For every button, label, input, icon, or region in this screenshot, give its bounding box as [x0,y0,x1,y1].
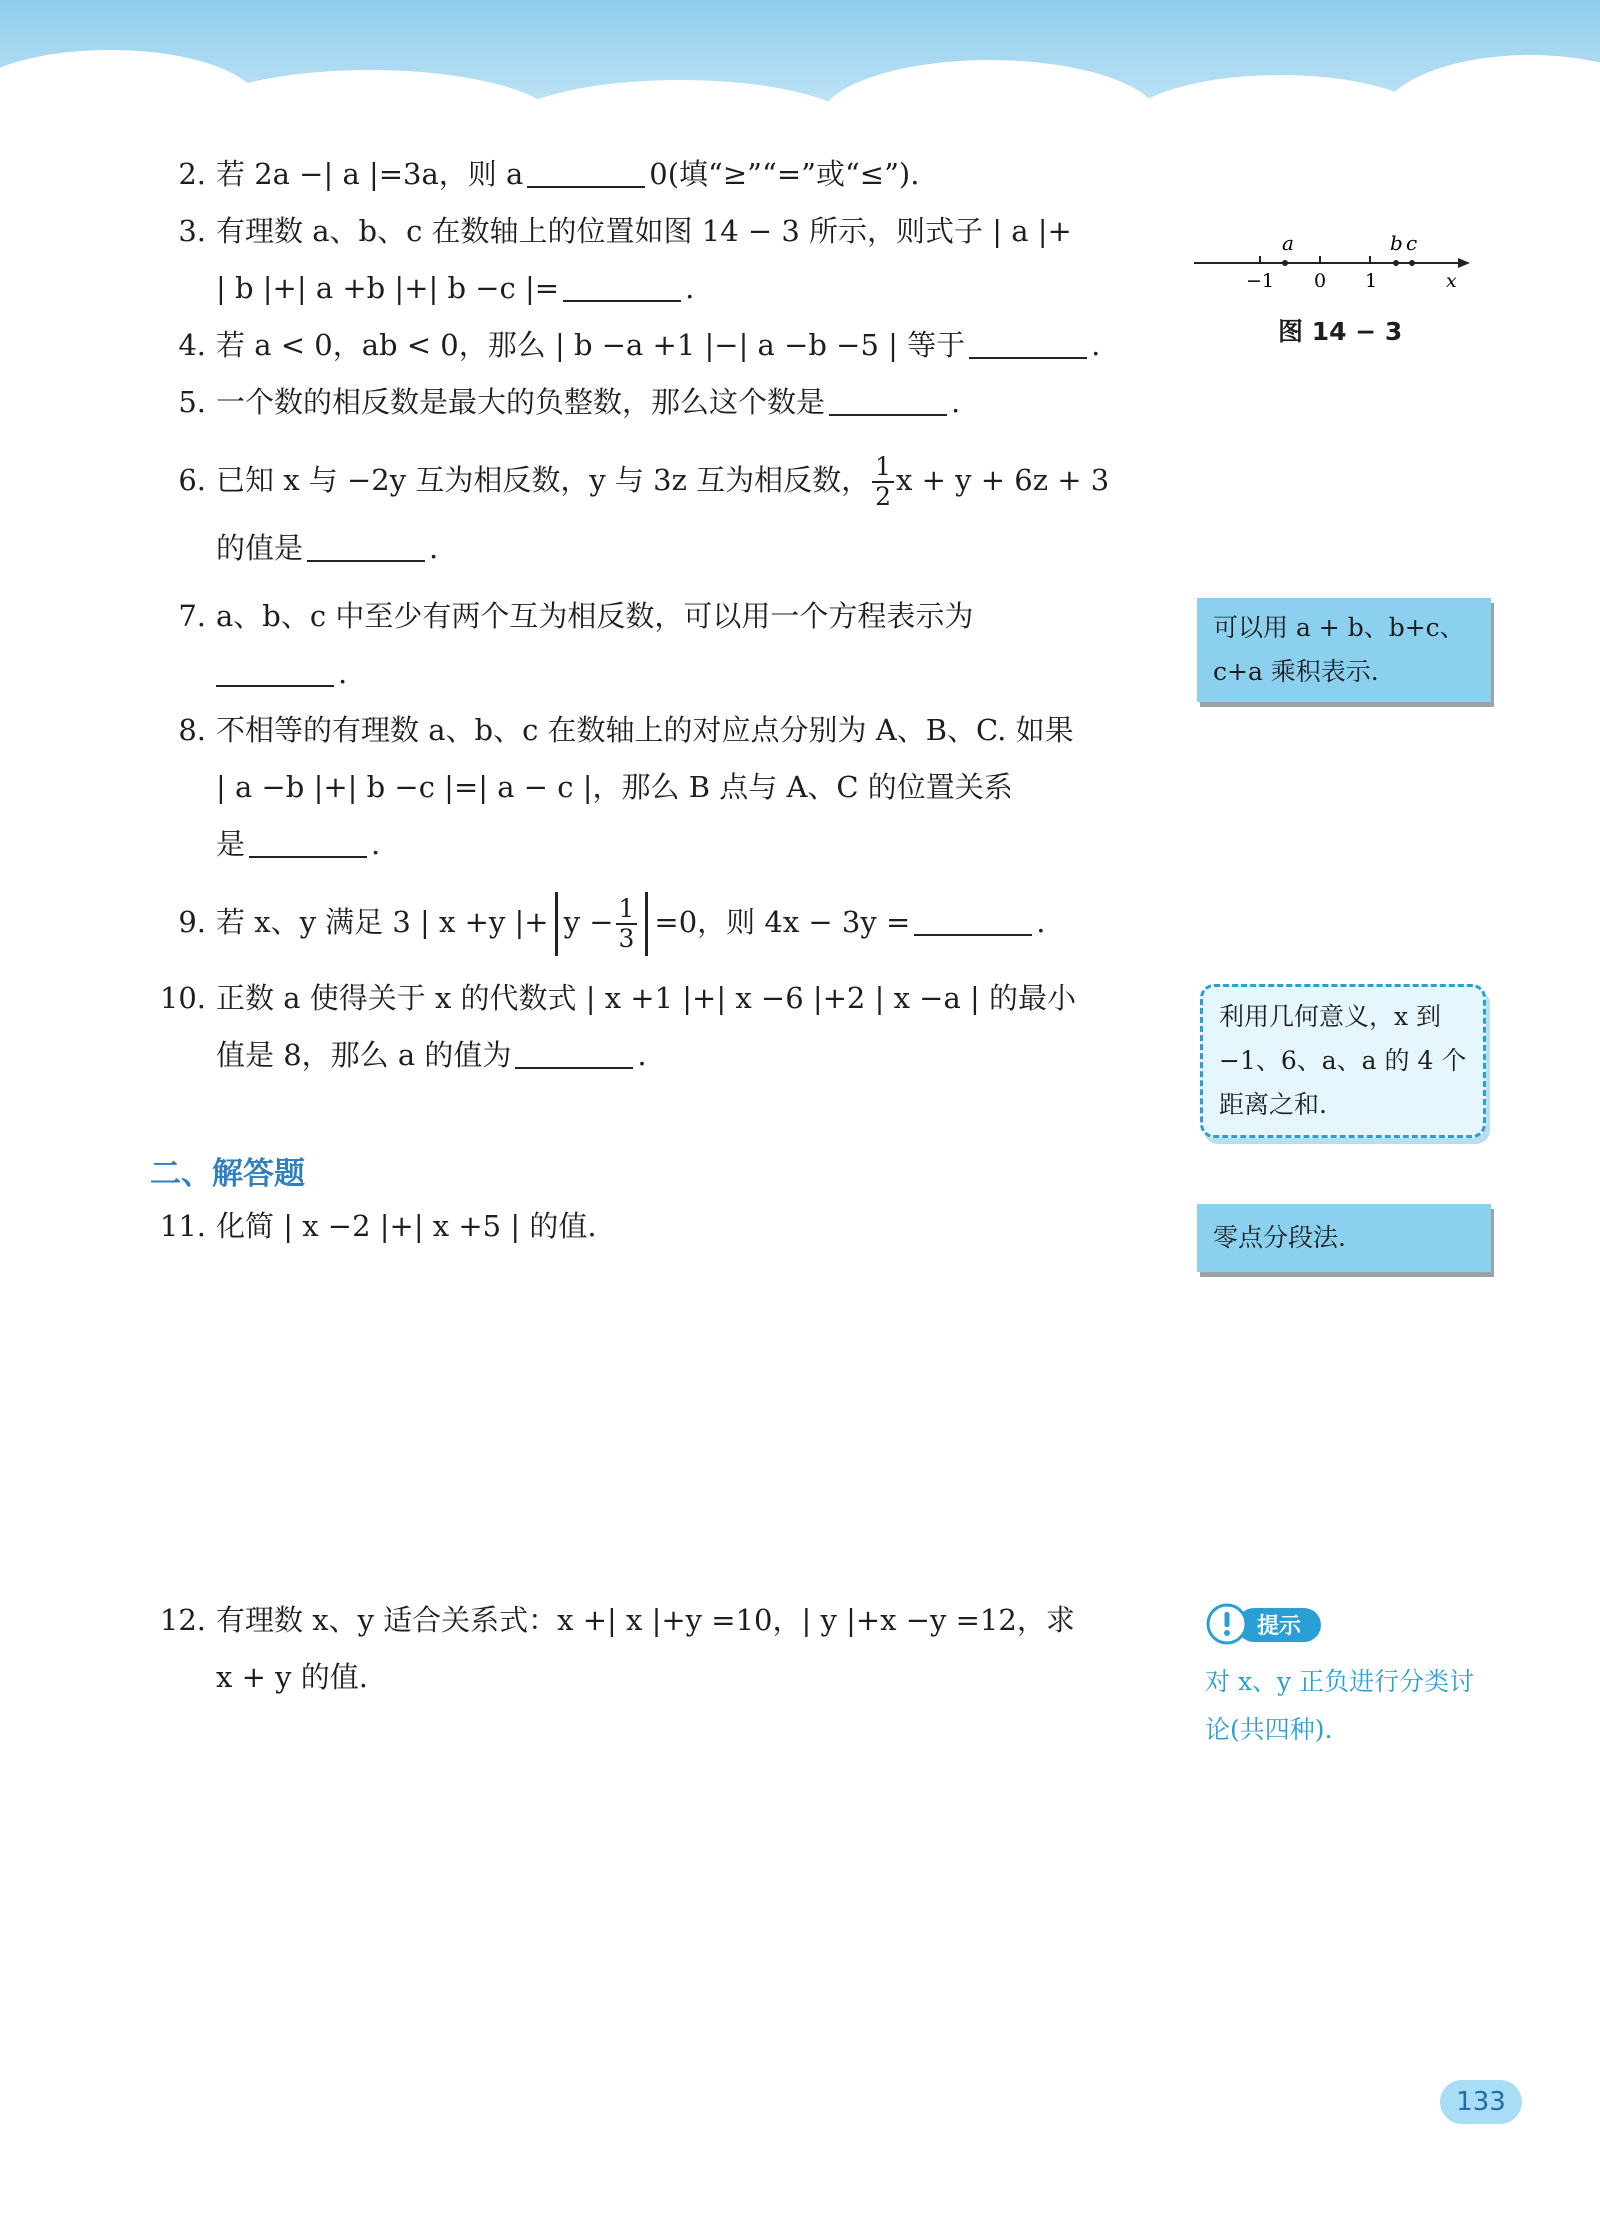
question-text: 若 2a −| a |=3a，则 a [216,157,524,191]
axis-arrow-icon [1458,258,1470,268]
hint-note-q7 [1197,598,1491,702]
hint-note-q10 [1200,984,1486,1138]
hint-badge-label: 提示 [1257,1614,1302,1639]
question-text: . [429,531,439,565]
point-b [1393,260,1399,266]
question-text: 若 a < 0，ab < 0，那么 | b −a +1 |−| a −b −5 | 等于 [216,328,966,362]
question-text: . [685,271,695,305]
label-b: b [1390,231,1403,255]
point-a [1282,260,1288,266]
question-text: x + y 的值. [216,1660,368,1694]
question-8 [150,702,1160,873]
question-number: 9. [178,905,206,939]
fraction-one-third [616,895,638,953]
question-text: . [637,1038,647,1072]
question-text: 正数 a 使得关于 x 的代数式 | x +1 |+| x −6 |+2 | x −a | 的最小 [216,981,1076,1015]
question-number: 3. [178,214,206,248]
question-5 [150,374,1160,431]
question-number: 7. [178,599,206,633]
answer-blank[interactable] [969,327,1087,359]
question-text: 值是 8，那么 a 的值为 [216,1038,512,1072]
fraction-one-half [872,453,894,511]
fraction-numerator: 1 [616,895,638,925]
answer-blank[interactable] [515,1037,633,1069]
label-one: 1 [1365,270,1378,292]
absolute-value-bar [645,892,648,956]
fraction-numerator: 1 [872,453,894,483]
label-zero: 0 [1314,270,1327,292]
question-text: 0(填“≥”“=”或“≤”). [649,157,920,191]
question-text: 不相等的有理数 a、b、c 在数轴上的对应点分别为 A、B、C. 如果 [216,713,1074,747]
question-text: =0，则 4x − 3y = [654,905,911,939]
answer-blank[interactable] [249,826,367,858]
label-a: a [1282,231,1294,255]
question-4 [150,317,1160,374]
answer-blank[interactable] [914,904,1032,936]
question-text: 的值是 [216,531,304,565]
question-text: . [951,385,961,419]
fraction-denominator: 2 [875,482,892,511]
question-number: 6. [178,463,206,497]
question-text: . [1036,905,1046,939]
question-number: 2. [178,157,206,191]
question-text: 一个数的相反数是最大的负整数，那么这个数是 [216,385,826,419]
question-3 [150,203,1160,317]
question-number: 12. [159,1603,206,1637]
label-c: c [1406,231,1418,255]
question-11 [150,1198,1160,1255]
question-2 [150,146,1160,203]
question-text: . [338,656,348,690]
label-x: x [1446,270,1457,292]
hint-badge [1205,1602,1325,1646]
label-neg1: −1 [1246,270,1275,292]
question-number: 11. [159,1209,206,1243]
question-text: 有理数 x、y 适合关系式：x +| x |+y =10，| y |+x −y =12，求 [216,1603,1075,1637]
question-text: . [371,827,381,861]
question-text: x + y + 6z + 3 [896,463,1110,497]
question-6 [150,440,1160,577]
section-title: 二、解答题 [150,1156,305,1192]
answer-blank[interactable] [307,530,425,562]
fraction-denominator: 3 [618,924,635,953]
question-text: 化简 | x −2 |+| x +5 | 的值. [216,1209,597,1243]
note-text: 利用几何意义，x 到−1、6、a、a 的 4 个距离之和. [1219,1002,1467,1119]
question-text: . [1091,328,1101,362]
point-c [1409,260,1415,266]
question-text: 若 x、y 满足 3 | x +y |+ [216,905,549,939]
question-12 [150,1592,1160,1706]
question-7 [150,588,1160,702]
note-text: 可以用 a + b、b+c、c+a 乘积表示. [1213,613,1465,686]
question-number: 10. [159,981,206,1015]
question-text: 是 [216,827,246,861]
question-number: 4. [178,328,206,362]
number-line-figure [1190,225,1480,305]
answer-blank[interactable] [527,156,645,188]
question-text: a、b、c 中至少有两个互为相反数，可以用一个方程表示为 [216,599,974,633]
question-number: 5. [178,385,206,419]
question-9 [150,880,1160,964]
question-text: | b |+| a +b |+| b −c |= [216,271,560,305]
absolute-value-bar [555,892,558,956]
answer-blank[interactable] [563,270,681,302]
hint-note-q11 [1197,1204,1491,1272]
question-10 [150,970,1160,1084]
note-text: 零点分段法. [1213,1223,1346,1252]
hint-text: 对 x、y 正负进行分类讨论(共四种). [1205,1667,1475,1744]
answer-blank[interactable] [829,384,947,416]
question-number: 8. [178,713,206,747]
question-text: y − [563,905,614,939]
page-number: 133 [1440,2080,1522,2124]
question-text: | a −b |+| b −c |=| a − c |，那么 B 点与 A、C 的位置关系 [216,770,1013,804]
question-text: 已知 x 与 −2y 互为相反数，y 与 3z 互为相反数， [216,463,871,497]
figure-caption: 图 14 − 3 [1278,317,1403,346]
answer-blank[interactable] [216,655,334,687]
question-text: 有理数 a、b、c 在数轴上的位置如图 14 − 3 所示，则式子 | a |+ [216,214,1072,248]
